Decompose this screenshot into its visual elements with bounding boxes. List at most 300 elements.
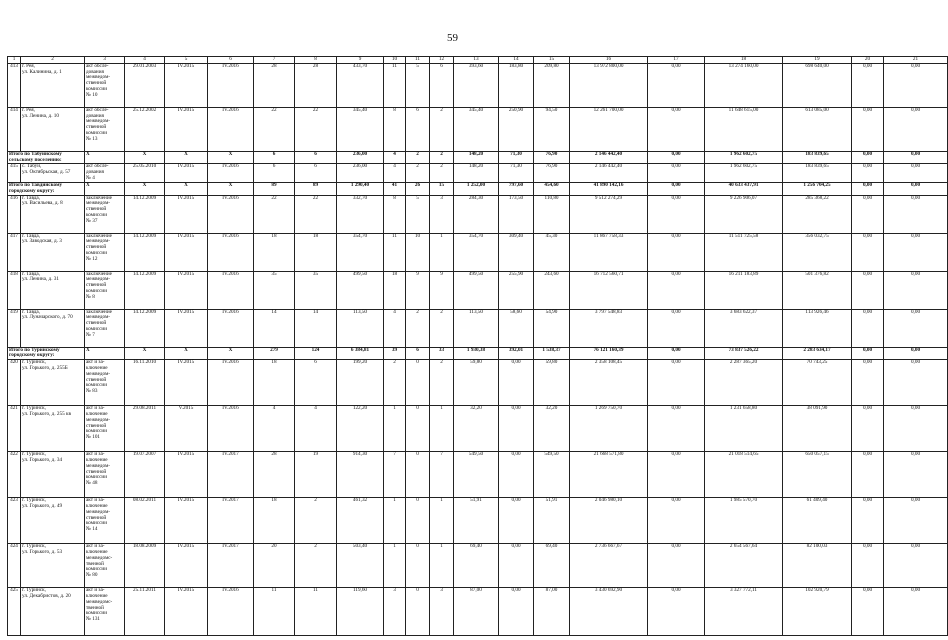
table-cell: IV.2015 [165, 63, 208, 107]
table-cell: 08.02.2011 [125, 498, 165, 544]
table-cell: 11 [254, 588, 295, 636]
table-cell: 12 261 700,00 [570, 107, 648, 151]
table-cell: 421 [8, 406, 21, 452]
table-cell: заключение межведом- ственной комиссии № 8 [85, 271, 125, 309]
table-cell: 7 [384, 452, 406, 498]
column-number-8: 8 [295, 57, 337, 64]
column-number-14: 14 [499, 57, 534, 64]
table-cell: 1 290,40 [337, 182, 384, 195]
table-cell: 19.07.2007 [125, 452, 165, 498]
table-cell: 1 [384, 406, 406, 452]
table-cell: 3 [384, 588, 406, 636]
table-cell: 7 [430, 452, 454, 498]
table-cell: 0,00 [852, 151, 884, 164]
table-cell: 59,80 [454, 360, 499, 406]
table-cell: 11 [384, 63, 406, 107]
table-cell: 422 [8, 452, 21, 498]
table-cell: 22 [295, 107, 337, 151]
table-cell: 1 538,37 [534, 347, 570, 360]
column-number-4: 4 [125, 57, 165, 64]
table-cell: 29.01.2003 [125, 63, 165, 107]
table-cell: 6 [430, 63, 454, 107]
table-cell: 499,50 [337, 271, 384, 309]
column-number-15: 15 [534, 57, 570, 64]
table-cell: 2 [295, 544, 337, 588]
table-cell: 183 839,65 [783, 151, 852, 164]
table-cell: 0 [406, 406, 430, 452]
table-cell: 51,91 [534, 498, 570, 544]
table-cell: 345,40 [454, 107, 499, 151]
table-cell: 8 [384, 107, 406, 151]
table-cell: 279 [254, 347, 295, 360]
table-cell: 199,20 [337, 360, 384, 406]
table-row [8, 309, 948, 347]
table-cell: 1 231 658,80 [705, 406, 783, 452]
table-cell: 0,00 [884, 452, 948, 498]
table-cell: 28 [254, 452, 295, 498]
table-cell: 1 [430, 233, 454, 271]
table-cell: 0,00 [884, 182, 948, 195]
table-cell: 3 327 772,11 [705, 588, 783, 636]
table-cell: 0,00 [852, 233, 884, 271]
table-cell: 16 211 183,89 [705, 271, 783, 309]
table-cell: 0,00 [884, 151, 948, 164]
table-cell: X [85, 347, 125, 360]
table-cell: 243,60 [534, 271, 570, 309]
table-cell: IV.2016 [208, 309, 254, 347]
table-cell: X [165, 151, 208, 164]
table-cell: 0,00 [648, 498, 705, 544]
table-cell: 0,00 [648, 271, 705, 309]
table-cell: 2 358 108,45 [570, 360, 648, 406]
table-cell: IV.2016 [208, 360, 254, 406]
table-cell: 113,50 [454, 309, 499, 347]
table-cell: 0,00 [648, 151, 705, 164]
table-cell: 11 648 615,00 [705, 107, 783, 151]
table-cell: 22 [295, 195, 337, 233]
table-cell: 11 [384, 233, 406, 271]
table-cell: 416 [8, 195, 21, 233]
table-cell: 1 252,00 [454, 182, 499, 195]
table-row [8, 360, 948, 406]
table-cell: 13 274 160,00 [705, 63, 783, 107]
table-cell: 113 926,46 [783, 309, 852, 347]
table-cell: 5 [406, 195, 430, 233]
table-cell: 14.12.2009 [125, 195, 165, 233]
table-cell: 3 [430, 195, 454, 233]
table-cell: 32,20 [534, 406, 570, 452]
table-cell: 698 640,00 [783, 63, 852, 107]
table-row [8, 498, 948, 544]
table-cell: 124 [295, 347, 337, 360]
table-cell: 3 [430, 588, 454, 636]
table-cell: акт обсле- дования межведом- ственной комиссии № 13 [85, 107, 125, 151]
table-cell: 14.12.2009 [125, 233, 165, 271]
table-row [8, 164, 948, 182]
table-cell: 0,00 [852, 309, 884, 347]
table-cell: 503,40 [337, 544, 384, 588]
table-cell: 25.12.2002 [125, 107, 165, 151]
table-cell: 22 [254, 195, 295, 233]
table-cell: 549,50 [454, 452, 499, 498]
table-cell: Итого по Тавдинскому городскому округу: [8, 182, 85, 195]
table-cell: г. Тавда, ул. Васильева, д. 8 [21, 195, 85, 233]
table-cell: 113,50 [337, 309, 384, 347]
table-cell: IV.2015 [165, 195, 208, 233]
table-cell: заключение межведом- ственной комиссии № 12 [85, 233, 125, 271]
housing-register-table [7, 56, 948, 636]
table-cell: 255,90 [499, 271, 534, 309]
table-cell: 2 [430, 151, 454, 164]
table-cell: 1 [430, 498, 454, 544]
table-cell: 209,80 [534, 63, 570, 107]
table-cell: IV.2016 [208, 271, 254, 309]
table-cell: 0,00 [852, 182, 884, 195]
column-number-2: 2 [21, 57, 85, 64]
table-cell: 1 985 570,70 [705, 498, 783, 544]
table-cell: 549,50 [534, 452, 570, 498]
table-cell: 499,50 [454, 271, 499, 309]
table-cell: 73 837 526,22 [705, 347, 783, 360]
table-cell: 35 [254, 271, 295, 309]
table-cell: 16 712 560,71 [570, 271, 648, 309]
table-cell: 0,00 [648, 195, 705, 233]
table-cell: 18 [384, 271, 406, 309]
table-cell: Итого по Туринскому городскому округу: [8, 347, 85, 360]
table-cell: IV.2017 [208, 498, 254, 544]
table-cell: IV.2017 [208, 452, 254, 498]
table-cell: 0,00 [852, 164, 884, 182]
table-cell: 9 [430, 271, 454, 309]
table-cell: 1 [430, 544, 454, 588]
table-cell: 284,30 [454, 195, 499, 233]
table-cell: 71,30 [499, 164, 534, 182]
column-number-12: 12 [430, 57, 454, 64]
table-cell: 51,91 [454, 498, 499, 544]
table-cell: 76 121 160,39 [570, 347, 648, 360]
table-cell: 70 743,25 [783, 360, 852, 406]
table-cell: 1 [430, 406, 454, 452]
table-cell: акт и за- ключение межведом- ственной комиссии № 14 [85, 498, 125, 544]
table-cell: X [125, 151, 165, 164]
table-cell: 71,30 [499, 151, 534, 164]
table-cell: 0,00 [884, 588, 948, 636]
table-cell: X [208, 347, 254, 360]
column-number-6: 6 [208, 57, 254, 64]
table-cell: г. Туринск, ул. Горького, д. 34 [21, 452, 85, 498]
table-cell: 454,60 [534, 182, 570, 195]
table-cell: 59,80 [534, 360, 570, 406]
table-cell: 5 [406, 63, 430, 107]
table-cell: 18 [254, 498, 295, 544]
table-cell: 14.12.2009 [125, 309, 165, 347]
table-cell: 2 654 567,64 [705, 544, 783, 588]
table-cell: 236,00 [337, 151, 384, 164]
table-row [8, 107, 948, 151]
table-cell: 0,00 [648, 406, 705, 452]
table-cell: 424 [8, 544, 21, 588]
table-cell: акт и за- ключение межведом- ственной комиссии № 83 [85, 360, 125, 406]
table-cell: IV.2016 [208, 107, 254, 151]
table-cell: 6 384,81 [337, 347, 384, 360]
table-cell: 0,00 [648, 588, 705, 636]
table-cell: 0,00 [884, 360, 948, 406]
column-number-3: 3 [85, 57, 125, 64]
table-cell: 0,00 [499, 498, 534, 544]
table-cell: 28 [295, 63, 337, 107]
table-cell: 0,00 [648, 182, 705, 195]
table-cell: 19 [295, 452, 337, 498]
table-cell: 0,00 [884, 233, 948, 271]
table-cell: 40 633 437,91 [705, 182, 783, 195]
table-cell: 0,00 [884, 271, 948, 309]
table-cell: 0 [406, 588, 430, 636]
table-cell: 0,00 [648, 347, 705, 360]
table-cell: Итого по Табуинскому сельскому поселению: [8, 151, 85, 164]
table-cell: 1 [384, 498, 406, 544]
table-cell: IV.2015 [165, 233, 208, 271]
column-number-10: 10 [384, 57, 406, 64]
table-cell: 9 226 906,07 [705, 195, 783, 233]
table-cell: 0,00 [499, 588, 534, 636]
table-cell: 0,00 [884, 63, 948, 107]
table-cell: г. Туринск, ул. Горького, д. 53 [21, 544, 85, 588]
table-cell: г. Тавда, ул. Луначарского, д. 70 [21, 309, 85, 347]
table-cell: 11 867 758,33 [570, 233, 648, 271]
table-cell: с. Табуи, ул. Октябрьская, д. 57 [21, 164, 85, 182]
table-cell: 29.08.2011 [125, 406, 165, 452]
table-cell: 425 [8, 588, 21, 636]
table-cell: акт и за- ключение межведом- ственной комиссии № 48 [85, 452, 125, 498]
table-cell: 8 [384, 195, 406, 233]
table-cell: IV.2015 [165, 107, 208, 151]
table-cell: 21 018 514,65 [705, 452, 783, 498]
table-cell: 6 [406, 107, 430, 151]
table-cell: 4 [254, 406, 295, 452]
table-cell: IV.2017 [208, 544, 254, 588]
table-cell: 0,00 [884, 195, 948, 233]
table-cell: 0,00 [884, 406, 948, 452]
table-cell: 0,00 [499, 452, 534, 498]
table-cell: г. Рея, ул. Ленина, д. 10 [21, 107, 85, 151]
table-cell: 309,40 [499, 233, 534, 271]
table-cell: 89 [295, 182, 337, 195]
table-cell: г. Туринск, ул. Декабристов, д. 20 [21, 588, 85, 636]
table-cell: 1 269 750,70 [570, 406, 648, 452]
table-cell: 58,60 [499, 309, 534, 347]
table-cell: 1 256 704,25 [783, 182, 852, 195]
table-cell: 0,00 [884, 309, 948, 347]
column-number-18: 18 [705, 57, 783, 64]
table-cell: 39 [384, 347, 406, 360]
table-cell: 613 085,00 [783, 107, 852, 151]
table-cell: 0,00 [648, 107, 705, 151]
column-number-7: 7 [254, 57, 295, 64]
table-cell: 87,00 [454, 588, 499, 636]
table-cell: 0,00 [648, 63, 705, 107]
table-cell: 0,00 [852, 544, 884, 588]
table-cell: 9 512 274,29 [570, 195, 648, 233]
table-cell: 0,00 [499, 544, 534, 588]
table-cell: IV.2016 [208, 588, 254, 636]
table-cell: акт и за- ключение межведомс- твенной комиссии № 80 [85, 544, 125, 588]
table-cell: 38 091,90 [783, 406, 852, 452]
table-cell: IV.2015 [165, 498, 208, 544]
page-number: 59 [447, 32, 458, 44]
table-cell: 250,90 [499, 107, 534, 151]
table-cell: 20 [254, 544, 295, 588]
table-cell: 501 376,82 [783, 271, 852, 309]
table-cell: г. Тавда, ул. Заводская, д. 3 [21, 233, 85, 271]
table-cell: 0,00 [648, 544, 705, 588]
table-cell: 11 511 725,58 [705, 233, 783, 271]
table-cell: 69,40 [454, 544, 499, 588]
table-cell: 6 [295, 360, 337, 406]
table-cell: 356 032,75 [783, 233, 852, 271]
table-cell: 2 [406, 151, 430, 164]
table-cell: 393,60 [454, 63, 499, 107]
table-cell: 2 [430, 309, 454, 347]
table-cell: 0,00 [884, 498, 948, 544]
table-cell: 76,90 [534, 151, 570, 164]
table-cell: 0,00 [499, 406, 534, 452]
column-number-16: 16 [570, 57, 648, 64]
table-cell: 2 046 980,10 [570, 498, 648, 544]
column-number-19: 19 [783, 57, 852, 64]
table-cell: г. Туринск, ул. Горького, д. 255 кв [21, 406, 85, 452]
table-cell: 0 [406, 452, 430, 498]
table-cell: X [85, 151, 125, 164]
table-cell: 354,70 [454, 233, 499, 271]
table-cell: 87,00 [534, 588, 570, 636]
table-cell: 0,00 [884, 164, 948, 182]
table-cell: X [165, 347, 208, 360]
table-cell: IV.2015 [165, 452, 208, 498]
table-cell: 2 [430, 107, 454, 151]
table-cell: 119,60 [337, 588, 384, 636]
table-cell: IV.2016 [208, 195, 254, 233]
table-cell: 797,60 [499, 182, 534, 195]
table-cell: X [125, 182, 165, 195]
table-cell: 0,00 [852, 347, 884, 360]
table-cell: 102 920,79 [783, 588, 852, 636]
table-cell: 1 930,38 [454, 347, 499, 360]
table-cell: 6 [254, 164, 295, 182]
table-cell: 110,80 [534, 195, 570, 233]
table-cell: 2 283 634,17 [783, 347, 852, 360]
table-cell: 415 [8, 164, 21, 182]
table-cell: IV.2016 [208, 164, 254, 182]
table-cell: 2 [406, 309, 430, 347]
subtotal-row [8, 347, 948, 360]
table-cell: 423 [8, 498, 21, 544]
table-cell: 148,20 [454, 164, 499, 182]
table-cell: заключение межведом- ственной комиссии № 7 [85, 309, 125, 347]
table-row [8, 588, 948, 636]
table-cell: IV.2015 [165, 164, 208, 182]
table-cell: 4 [384, 164, 406, 182]
column-number-9: 9 [337, 57, 384, 64]
table-cell: 89 [254, 182, 295, 195]
table-cell: IV.2016 [208, 406, 254, 452]
table-cell: 3 430 692,90 [570, 588, 648, 636]
table-cell: 122,20 [337, 406, 384, 452]
table-cell: 2 [430, 360, 454, 406]
table-cell: 2 287 365,20 [705, 360, 783, 406]
table-cell: 419 [8, 309, 21, 347]
table-cell: акт обсле- дования межведом- ственной комиссии № 10 [85, 63, 125, 107]
table-cell: 2 [295, 498, 337, 544]
table-cell: 418 [8, 271, 21, 309]
table-cell: 18 [295, 233, 337, 271]
table-cell: 14 [295, 309, 337, 347]
table-cell: 82 100,03 [783, 544, 852, 588]
table-cell: 354,70 [337, 233, 384, 271]
table-cell: 6 [295, 151, 337, 164]
table-cell: 0 [406, 544, 430, 588]
table-cell: 2 [406, 164, 430, 182]
table-cell: X [85, 182, 125, 195]
table-cell: 18 [254, 233, 295, 271]
table-cell: X [208, 151, 254, 164]
table-cell: 6 [406, 347, 430, 360]
table-row [8, 63, 948, 107]
table-cell: 0,00 [884, 107, 948, 151]
column-number-20: 20 [852, 57, 884, 64]
table-cell: 173,50 [499, 195, 534, 233]
table-cell: 16.11.2010 [125, 360, 165, 406]
table-cell: X [208, 182, 254, 195]
table-cell: 413 [8, 63, 21, 107]
table-cell: г. Туринск, ул. Горького, д. 255Б [21, 360, 85, 406]
table-cell: г. Рея, ул. Калинина, д. 1 [21, 63, 85, 107]
table-cell: IV.2016 [208, 233, 254, 271]
table-cell: 11 [295, 588, 337, 636]
table-cell: 54,90 [534, 309, 570, 347]
table-cell: 61 409,40 [783, 498, 852, 544]
table-cell: 41 [384, 182, 406, 195]
table-cell: 0,00 [648, 360, 705, 406]
table-cell: 0,00 [648, 452, 705, 498]
table-cell: 0,00 [884, 347, 948, 360]
table-cell: 183,80 [499, 63, 534, 107]
table-cell: 0,00 [852, 107, 884, 151]
table-row [8, 406, 948, 452]
subtotal-row [8, 182, 948, 195]
subtotal-row [8, 151, 948, 164]
table-cell: IV.2015 [165, 309, 208, 347]
table-cell: 0 [406, 498, 430, 544]
table-cell: 0,00 [648, 309, 705, 347]
table-cell: 35 [295, 271, 337, 309]
table-cell: 4 [384, 309, 406, 347]
table-cell: 0,00 [852, 588, 884, 636]
table-cell: заключение межведом- ственной комиссии № 37 [85, 195, 125, 233]
table-cell: 15 [430, 182, 454, 195]
table-cell: 0,00 [852, 63, 884, 107]
table-cell: 28 [254, 63, 295, 107]
table-cell: 236,00 [337, 164, 384, 182]
table-row [8, 271, 948, 309]
table-cell: 0,00 [884, 544, 948, 588]
table-cell: 10 [406, 233, 430, 271]
table-cell: г. Туринск, ул. Горького, д. 49 [21, 498, 85, 544]
table-cell: акт обсле- дования № 4 [85, 164, 125, 182]
table-cell: IV.2015 [165, 360, 208, 406]
table-cell: г. Тавда, ул. Ленина, д. 31 [21, 271, 85, 309]
table-row [8, 544, 948, 588]
table-cell: 285 368,22 [783, 195, 852, 233]
